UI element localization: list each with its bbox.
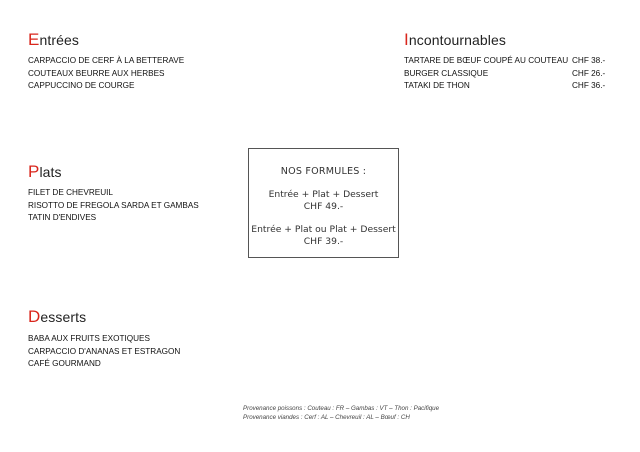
section-title-rest: lats [39,164,62,180]
section-title-rest: ntrées [39,32,79,48]
formule-price: CHF 39.- [303,236,344,247]
provenance-fish: Provenance poissons : Couteau : FR – Gambas : VT – Thon : Pacifique [243,405,440,412]
section-title-rest: ncontournables [408,32,506,48]
list-item: RISOTTO DE FREGOLA SARDA ET GAMBAS [28,200,199,210]
section-initial: E [28,30,40,49]
plats-list [28,187,199,225]
section-title-entrees [28,30,79,50]
formule-combo: Entrée + Plat ou Plat + Dessert [251,223,396,235]
formule-option [249,189,398,214]
provenance-footnote [243,404,439,422]
list-item: CARPACCIO DE CERF À LA BETTERAVE [28,56,185,65]
list-item: CARPACCIO D'ANANAS ET ESTRAGON [28,346,181,356]
list-item [404,55,608,68]
section-title-rest: esserts [40,309,87,325]
list-item [404,80,608,93]
dish-price: CHF 38.- [572,56,606,65]
list-item: CAFÉ GOURMAND [28,359,101,368]
dish-name: TARTARE DE BŒUF COUPÉ AU COUTEAU [404,56,569,65]
formule-combo: Entrée + Plat + Dessert [268,188,379,200]
dish-price: CHF 26.- [572,68,606,78]
desserts-list [28,333,180,371]
dish-name: TATAKI DE THON [404,81,470,90]
list-item: FILET DE CHEVREUIL [28,188,113,197]
section-title-incontournables [404,30,506,50]
formules-box [248,148,399,258]
list-item: BABA AUX FRUITS EXOTIQUES [28,334,150,343]
section-title-plats [28,162,62,182]
provenance-meat: Provenance viandes : Cerf : AL – Chevreuil : AL – Bœuf : CH [243,414,410,421]
formule-price: CHF 49.- [303,201,344,212]
incontournables-list [404,55,608,93]
list-item [404,68,608,81]
list-item: CAPPUCCINO DE COURGE [28,81,135,90]
dish-name: BURGER CLASSIQUE [404,68,489,78]
dish-price: CHF 36.- [572,81,606,90]
section-initial: D [28,307,41,326]
formules-heading: NOS FORMULES : [280,166,367,177]
formule-option [249,224,398,249]
section-initial: I [404,30,409,49]
entrees-list [28,55,184,93]
list-item: TATIN D'ENDIVES [28,213,97,222]
section-title-desserts [28,307,86,327]
section-initial: P [28,162,40,181]
list-item: COUTEAUX BEURRE AUX HERBES [28,68,165,78]
